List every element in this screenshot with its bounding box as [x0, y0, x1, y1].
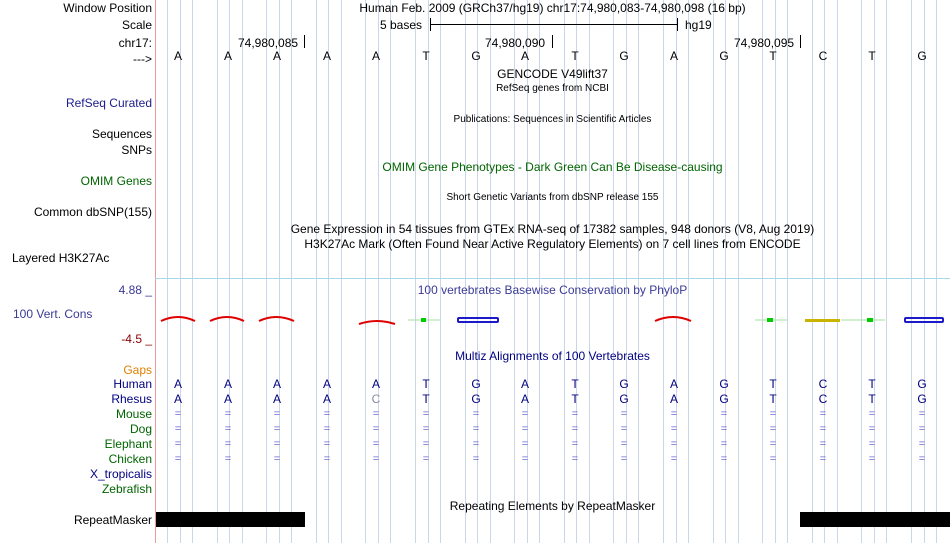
alignment-base: G: [917, 377, 927, 391]
alignment-base: G: [471, 392, 481, 406]
alignment-base: G: [619, 392, 629, 406]
alignment-base: =: [174, 423, 182, 435]
alignment-base: =: [472, 453, 480, 465]
alignment-base: =: [620, 438, 628, 450]
alignment-base: =: [720, 423, 728, 435]
alignment-base: =: [720, 438, 728, 450]
alignment-base: =: [918, 438, 926, 450]
base-letter: T: [868, 49, 876, 63]
alignment-base: =: [868, 423, 876, 435]
alignment-base: =: [372, 408, 380, 420]
alignment-base: A: [272, 377, 281, 391]
repeatmasker-track-label[interactable]: RepeatMasker: [73, 513, 152, 527]
repeatmasker-track-title[interactable]: Repeating Elements by RepeatMasker: [449, 499, 656, 513]
alignment-base: =: [918, 408, 926, 420]
alignment-base: =: [472, 438, 480, 450]
gaps-track-label[interactable]: Gaps: [123, 363, 152, 377]
cons-track-label[interactable]: 100 Vert. Cons: [13, 307, 93, 321]
scale-bar-left-tick: [430, 18, 431, 31]
cons-dip-1: [458, 318, 498, 322]
alignment-base: C: [818, 377, 828, 391]
cons-dip-2: [905, 318, 943, 322]
alignment-base: =: [720, 408, 728, 420]
alignment-base: T: [868, 377, 876, 391]
scale-label: Scale: [121, 18, 152, 32]
repeat-element-1[interactable]: [156, 512, 305, 527]
alignment-base: T: [422, 377, 430, 391]
base-letter: T: [571, 49, 579, 63]
scale-bar-right-tick: [677, 18, 678, 31]
cons-mark-4: [867, 318, 873, 322]
alignment-base: A: [322, 377, 331, 391]
alignment-base: T: [868, 392, 876, 406]
alignment-base: A: [173, 377, 182, 391]
alignment-base: C: [371, 392, 381, 406]
gencode-track-title[interactable]: GENCODE V49lift37: [497, 67, 608, 81]
ruler-tick-mark-3: [800, 35, 801, 48]
omim-track-title[interactable]: OMIM Gene Phenotypes - Dark Green Can Be Disease-causing: [382, 160, 723, 174]
alignment-base: =: [819, 453, 827, 465]
alignment-base: A: [173, 392, 182, 406]
alignment-base: =: [273, 438, 281, 450]
repeat-element-2[interactable]: [800, 512, 950, 527]
alignment-base: =: [372, 423, 380, 435]
alignment-base: =: [918, 423, 926, 435]
omim-track-label[interactable]: OMIM Genes: [80, 174, 152, 188]
alignment-base: T: [571, 377, 579, 391]
alignment-base: =: [224, 438, 232, 450]
alignment-base: =: [868, 453, 876, 465]
alignment-base: =: [323, 423, 331, 435]
alignment-base: =: [769, 423, 777, 435]
ruler-tick-mark-1: [304, 35, 305, 48]
window-position-label: Window Position: [63, 1, 152, 15]
alignment-base: =: [422, 438, 430, 450]
alignment-base: =: [571, 453, 579, 465]
alignment-base: A: [223, 392, 232, 406]
ruler-tick-2: 74,980,090: [485, 36, 546, 50]
alignment-base: =: [422, 453, 430, 465]
alignment-base: G: [719, 377, 729, 391]
alignment-base: =: [174, 438, 182, 450]
strand-label: --->: [133, 52, 152, 66]
alignment-base: =: [521, 438, 529, 450]
base-letter: T: [769, 49, 777, 63]
alignment-base: =: [422, 423, 430, 435]
gtex-track-title[interactable]: Gene Expression in 54 tissues from GTEx RNA-seq of 17382 samples, 948 donors (V8, Aug 2019): [290, 222, 815, 236]
alignment-base: G: [917, 392, 927, 406]
base-letter: A: [173, 49, 182, 63]
alignment-base: =: [323, 453, 331, 465]
base-letter: A: [669, 49, 678, 63]
alignment-base: =: [224, 408, 232, 420]
cons-mark-3: [805, 319, 840, 322]
alignment-base: =: [620, 453, 628, 465]
refseq-track-title[interactable]: RefSeq genes from NCBI: [496, 83, 609, 94]
alignment-base: A: [669, 377, 678, 391]
alignment-base: =: [372, 453, 380, 465]
ruler-tick-mark-2: [552, 35, 553, 48]
window-position-value[interactable]: Human Feb. 2009 (GRCh37/hg19) chr17:74,980,083-74,980,098 (16 bp): [359, 1, 746, 15]
alignment-base: A: [669, 392, 678, 406]
base-letter: G: [719, 49, 729, 63]
alignment-base: =: [521, 423, 529, 435]
alignment-base: =: [620, 408, 628, 420]
alignment-base: =: [224, 453, 232, 465]
track-separator: [155, 278, 950, 279]
ruler-tick-3: 74,980,095: [734, 36, 795, 50]
base-letter: A: [223, 49, 232, 63]
species-label-mouse[interactable]: Mouse: [115, 407, 152, 421]
cons-peak-2: [210, 317, 244, 321]
alignment-base: T: [422, 392, 430, 406]
alignment-base: =: [670, 453, 678, 465]
alignment-base: A: [322, 392, 331, 406]
alignment-base: =: [670, 423, 678, 435]
base-letter: G: [471, 49, 481, 63]
alignment-base: =: [174, 453, 182, 465]
alignment-base: =: [521, 453, 529, 465]
species-label-x_tropicalis[interactable]: X_tropicalis: [89, 467, 152, 481]
species-label-zebrafish[interactable]: Zebrafish: [101, 482, 152, 496]
alignment-base: A: [371, 377, 380, 391]
alignment-base: =: [472, 408, 480, 420]
dbsnp-track-label[interactable]: Common dbSNP(155): [33, 205, 152, 219]
cons-mark-1: [421, 318, 426, 322]
alignment-base: =: [372, 438, 380, 450]
h3k27ac-track-label[interactable]: Layered H3K27Ac: [12, 251, 110, 265]
base-letter: A: [520, 49, 529, 63]
alignment-base: A: [520, 392, 529, 406]
alignment-base: G: [619, 377, 629, 391]
alignment-base: =: [819, 423, 827, 435]
scale-value: 5 bases: [380, 18, 423, 32]
alignment-base: =: [174, 408, 182, 420]
publications-track-title[interactable]: Publications: Sequences in Scientific Articles: [453, 114, 652, 125]
cons-scale-min: -4.5 _: [121, 332, 152, 346]
alignment-base: =: [769, 408, 777, 420]
base-letter: G: [917, 49, 927, 63]
alignment-base: =: [868, 438, 876, 450]
alignment-base: =: [571, 408, 579, 420]
species-label-rhesus[interactable]: Rhesus: [111, 392, 152, 406]
base-letter: A: [272, 49, 281, 63]
alignment-base: T: [769, 377, 777, 391]
alignment-base: A: [223, 377, 232, 391]
base-letter: C: [818, 49, 828, 63]
multiz-track-title[interactable]: Multiz Alignments of 100 Vertebrates: [455, 349, 650, 363]
alignment-base: T: [571, 392, 579, 406]
conservation-wiggle[interactable]: [155, 300, 950, 340]
sequences-track-label[interactable]: Sequences: [91, 127, 152, 141]
alignment-base: =: [819, 438, 827, 450]
alignment-base: =: [323, 438, 331, 450]
alignment-base: =: [769, 438, 777, 450]
alignment-base: =: [273, 408, 281, 420]
alignment-base: =: [571, 438, 579, 450]
alignment-base: =: [769, 453, 777, 465]
alignment-base: =: [868, 408, 876, 420]
alignment-base: =: [571, 423, 579, 435]
chrom-label: chr17:: [118, 36, 152, 50]
alignment-base: =: [670, 408, 678, 420]
species-label-elephant[interactable]: Elephant: [104, 437, 152, 451]
scale-bar: [430, 24, 678, 25]
base-letter: G: [619, 49, 629, 63]
h3k27ac-track-title[interactable]: H3K27Ac Mark (Often Found Near Active Regulatory Elements) on 7 cell lines from ENCODE: [304, 237, 801, 251]
alignment-base: G: [471, 377, 481, 391]
assembly-label: hg19: [685, 18, 712, 32]
cons-peak-5: [655, 317, 691, 321]
cons-peak-1: [161, 317, 195, 321]
species-label-chicken[interactable]: Chicken: [108, 452, 152, 466]
alignment-base: =: [273, 453, 281, 465]
alignment-base: =: [620, 423, 628, 435]
base-letter: A: [322, 49, 331, 63]
snps-track-label[interactable]: SNPs: [121, 143, 152, 157]
base-letter: T: [422, 49, 430, 63]
alignment-base: A: [272, 392, 281, 406]
alignment-base: C: [818, 392, 828, 406]
species-label-human[interactable]: Human: [113, 377, 152, 391]
dbsnp-track-title[interactable]: Short Genetic Variants from dbSNP release 155: [446, 192, 659, 203]
alignment-base: =: [422, 408, 430, 420]
alignment-base: A: [520, 377, 529, 391]
alignment-base: =: [819, 408, 827, 420]
alignment-base: =: [472, 423, 480, 435]
alignment-base: G: [719, 392, 729, 406]
refseq-track-label[interactable]: RefSeq Curated: [65, 96, 152, 110]
cons-scale-max: 4.88 _: [118, 283, 152, 297]
alignment-base: =: [918, 453, 926, 465]
alignment-base: =: [720, 453, 728, 465]
alignment-base: =: [670, 438, 678, 450]
base-letter: A: [371, 49, 380, 63]
alignment-base: =: [224, 423, 232, 435]
cons-track-title[interactable]: 100 vertebrates Basewise Conservation by PhyloP: [417, 283, 688, 297]
cons-peak-4: [359, 321, 395, 324]
alignment-base: =: [323, 408, 331, 420]
alignment-base: =: [521, 408, 529, 420]
cons-peak-3: [259, 317, 294, 321]
alignment-base: =: [273, 423, 281, 435]
species-label-dog[interactable]: Dog: [129, 422, 152, 436]
alignment-base: T: [769, 392, 777, 406]
ruler-tick-1: 74,980,085: [238, 36, 299, 50]
cons-mark-2: [767, 318, 773, 322]
